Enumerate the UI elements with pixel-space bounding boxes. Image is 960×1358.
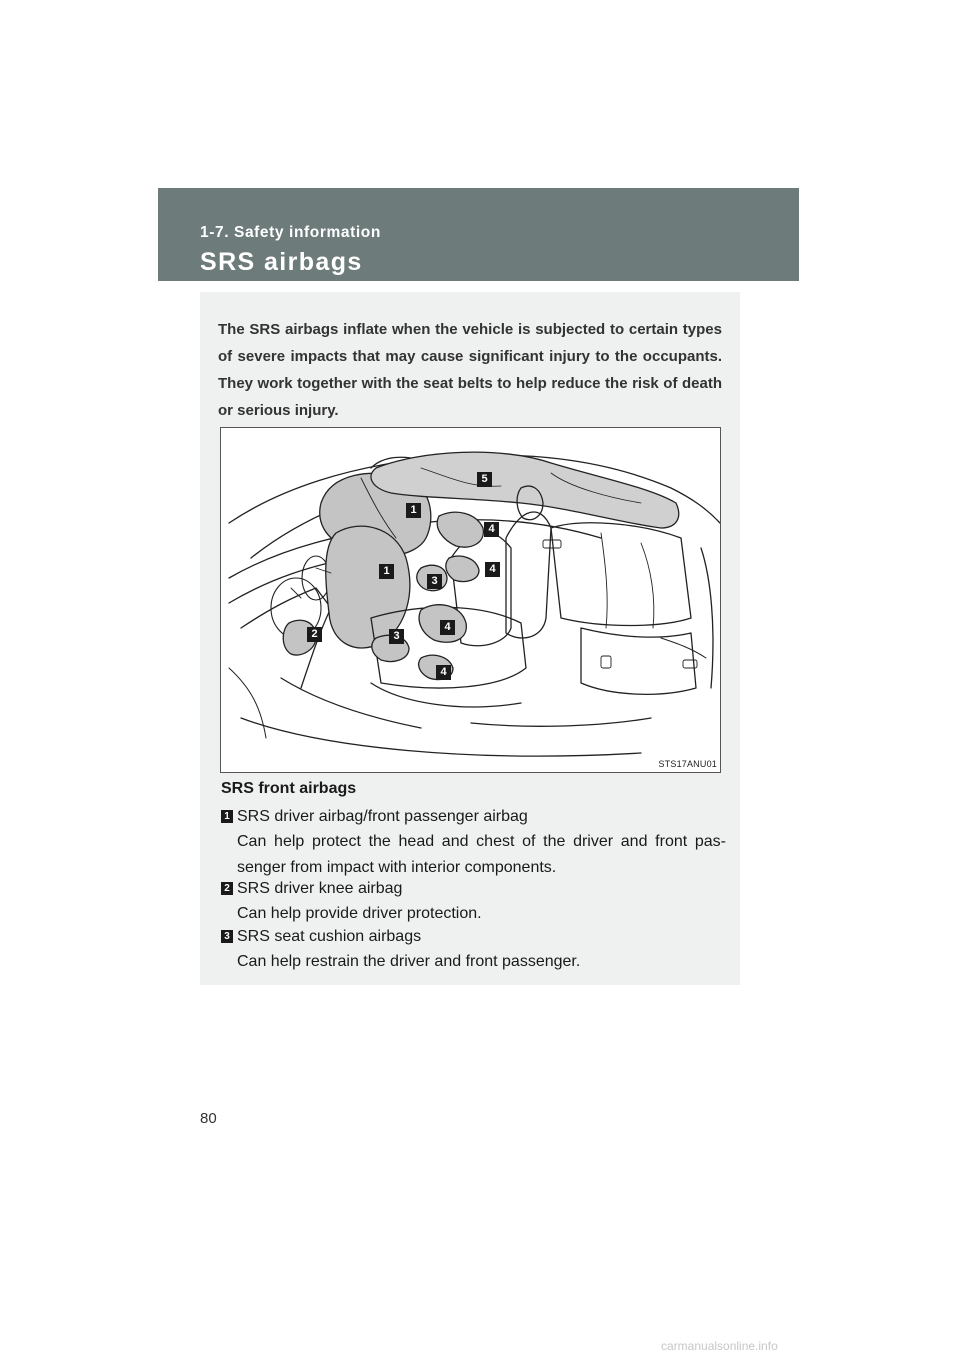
list-item xyxy=(221,926,726,974)
vehicle-interior-drawing xyxy=(221,428,720,772)
page-title: SRS airbags xyxy=(200,248,363,276)
section-label: 1-7. Safety information xyxy=(200,224,381,241)
callout-3-upper: 3 xyxy=(427,574,442,589)
item-title: SRS seat cushion airbags xyxy=(237,928,422,945)
item-description: Can help protect the head and chest of the driver and front pas-senger from impact with interior components. xyxy=(237,833,726,876)
list-item xyxy=(221,806,726,876)
callout-4-d: 4 xyxy=(436,665,451,680)
callout-1-lower: 1 xyxy=(379,564,394,579)
page-number: 80 xyxy=(200,1110,217,1127)
item-description: Can help restrain the driver and front passenger. xyxy=(237,953,581,970)
callout-4-a: 4 xyxy=(484,522,499,537)
watermark: carmanualsonline.info xyxy=(661,1339,778,1353)
callout-1-upper: 1 xyxy=(406,503,421,518)
callout-3-lower: 3 xyxy=(389,629,404,644)
item-number-badge: 3 xyxy=(221,930,233,943)
item-number-badge: 2 xyxy=(221,882,233,895)
section-heading: SRS front airbags xyxy=(221,780,357,797)
item-number-badge: 1 xyxy=(221,810,233,823)
callout-4-b: 4 xyxy=(485,562,500,577)
callout-4-c: 4 xyxy=(440,620,455,635)
item-description: Can help provide driver protection. xyxy=(237,905,482,922)
airbag-illustration xyxy=(220,427,721,773)
intro-paragraph: The SRS airbags inflate when the vehicle is subjected to certain types of severe impacts that may cause significant injury to the occupants. They work together with the seat belts to help reduce the risk of death or serious injury. xyxy=(218,321,722,419)
list-item xyxy=(221,878,726,926)
item-title: SRS driver airbag/front passenger airbag xyxy=(237,808,528,825)
figure-code: STS17ANU01 xyxy=(658,759,717,769)
callout-5: 5 xyxy=(477,472,492,487)
item-title: SRS driver knee airbag xyxy=(237,880,403,897)
callout-2: 2 xyxy=(307,627,322,642)
